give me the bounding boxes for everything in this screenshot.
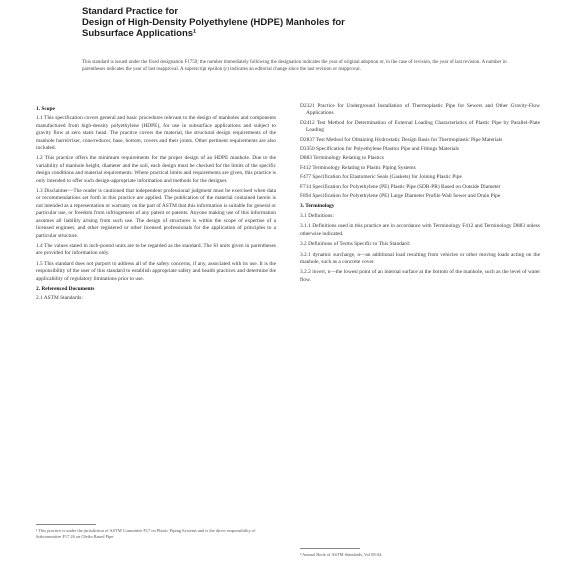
reference-item: F714 Specification for Polyethylene (PE) Plastic Pipe (SDR-PR) Based on Outside Diameter	[300, 183, 501, 190]
paragraph: 1.5 This standard does not purport to address all of the safety concerns, if any, associated with its use. It is the responsibility of the user of this standard to establish appropriate safety and health practices and determine the applicability of regulatory limitations prior to use.	[36, 260, 276, 282]
footnote-divider	[36, 524, 96, 525]
reference-item: F894 Specification for Polyethylene (PE) Large Diameter Profile Wall Sewer and Drain Pipe	[300, 193, 501, 200]
reference-item: F412 Terminology Relating to Plastic Piping Systems	[300, 164, 416, 171]
paragraph: 3.1 Definitions:	[300, 212, 334, 219]
right-column	[300, 103, 540, 287]
reference-list	[300, 103, 540, 200]
reference-item: D2412 Test Method for Determination of External Loading Characteristics of Plastic Pipe by Parallel-Plate Loading	[300, 119, 540, 134]
section-heading-referenced-documents: 2. Referenced Documents	[36, 285, 95, 292]
designation-note: This standard is issued under the fixed designation F1759; the number immediately following the designation indicates the year of original adoption or, in the case of revision, the year of last revision. A number in parentheses indicates the year of last reapproval. A superscript epsilon (ε) indicates an editorial change since the last revision or reapproval.	[82, 60, 507, 72]
footnote-right	[300, 548, 540, 558]
reference-item: F477 Specification for Elastomeric Seals (Gaskets) for Joining Plastic Pipe	[300, 174, 462, 181]
reference-item: D2321 Practice for Underground Installation of Thermoplastic Pipe for Sewers and Other Gravity-Flow Applications	[300, 103, 540, 117]
title-line: Standard Practice for	[82, 6, 179, 17]
paragraph: 1.3 Disclaimer—The reader is cautioned that independent professional judgment must be exercised when data or recommendations set forth in this practice are applied. The publication of the material contained herein is not intended as a representation or warranty on the part of ASTM that this information is suitable for general or particular use, or freedom from infringement of any patent or patents. Anyone making use of this information assumes all liability arising from such use. The design of structures is within the scope of expertise of a licensed engineer, and other registered or other licensed professionals for the application of principles to a particular structure.	[36, 188, 276, 239]
left-column	[36, 103, 276, 306]
paragraph: 3.2.1 dynamic surcharge, n—an additional load resulting from vehicles or other moving loads acting on the manhole, such as a concrete cover.	[300, 251, 540, 265]
footnote-left	[36, 524, 276, 539]
reference-item: D3350 Specification for Polyethylene Plastics Pipe and Fittings Materials	[300, 146, 460, 153]
paragraph: 1.4 The values stated in inch-pound units are to be regarded as the standard. The SI units given in parentheses are provided for information only.	[36, 242, 276, 257]
paragraph: 2.1 ASTM Standards:	[36, 295, 83, 302]
paragraph: 3.1.1 Definitions used in this practice are in accordance with Terminology F412 and Terminology D883 unless otherwise indicated.	[300, 223, 540, 237]
reference-item: D2837 Test Method for Obtaining Hydrostatic Design Basis for Thermoplastic Pipe Materials	[300, 136, 503, 143]
document-title	[82, 6, 482, 39]
paragraph: 1.1 This specification covers general and basic procedures relevant to the design of manholes and components manufactured from high-density polyethylene (HDPE), for use in subsurface applications and subject to gravity flow at zero static head. The practice covers the material, the structural design requirements of the manhole barrel/riser, cone/reducer, base, bottom, covers and their joints. Other pertinent requirements are also included.	[36, 115, 276, 152]
paragraph: 3.2 Definitions of Terms Specific to This Standard:	[300, 241, 411, 248]
title-line: Design of High-Density Polyethylene (HDPE) Manholes for	[82, 17, 345, 28]
paragraph: 1.2 This practice offers the minimum requirements for the proper design of an HDPE manhole. Due to the variability of manhole height, diameter and the soil, each design must be checked for the limits of the specific design conditions and material requirements. Where practical limits and requirements are given, this practice is only intended to offer such design-appropriate information and methods for the designer.	[36, 155, 276, 184]
footnote-divider	[300, 548, 360, 549]
paragraph: 3.2.2 invert, n—the lowest point of an internal surface at the bottom of the manhole, such as the level of water flow.	[300, 269, 540, 283]
footnote-text: ¹ This practice is under the jurisdiction of ASTM Committee F17 on Plastic Piping Systems and is the direct responsibility of Subcommittee F17.26 on Olefin Based Pipe.	[36, 528, 256, 539]
reference-item: D883 Terminology Relating to Plastics	[300, 155, 384, 162]
section-heading-terminology: 3. Terminology	[300, 203, 335, 210]
title-line: Subsurface Applications¹	[82, 28, 197, 39]
footnote-text: ² Annual Book of ASTM Standards, Vol 08.04.	[300, 552, 383, 557]
section-heading-scope: 1. Scope	[36, 106, 55, 112]
